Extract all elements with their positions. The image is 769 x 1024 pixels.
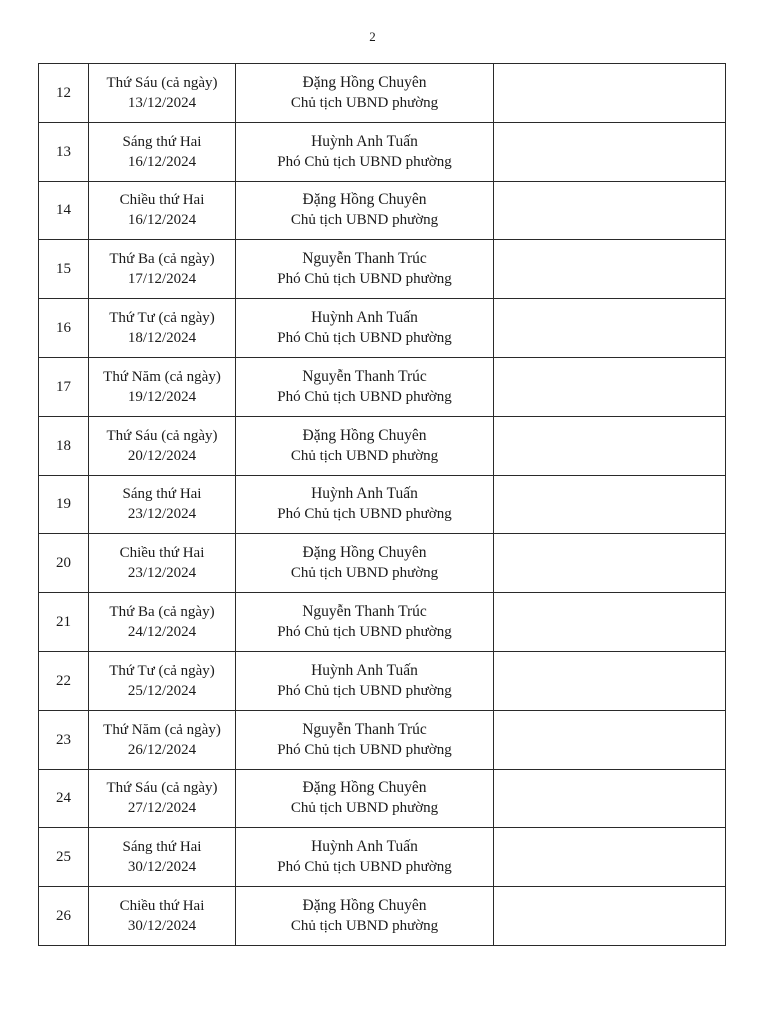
time-cell (89, 887, 236, 946)
duty-date: 19/12/2024 (127, 388, 197, 405)
person-cell (236, 887, 494, 946)
row-number: 19 (39, 475, 89, 534)
person-title: Phó Chủ tịch UBND phường (277, 624, 452, 641)
person-name: Nguyễn Thanh Trúc (302, 720, 427, 738)
note-cell (494, 122, 726, 181)
person-cell (236, 651, 494, 710)
duty-date: 30/12/2024 (127, 859, 197, 876)
person-name: Nguyễn Thanh Trúc (302, 367, 427, 385)
note-cell (494, 64, 726, 123)
time-cell (89, 357, 236, 416)
time-cell (89, 240, 236, 299)
row-number: 14 (39, 181, 89, 240)
person-title: Chủ tịch UBND phường (290, 447, 439, 464)
person-name: Đặng Hồng Chuyên (302, 544, 427, 562)
person-name: Đặng Hồng Chuyên (302, 426, 427, 444)
note-cell (494, 593, 726, 652)
person-cell (236, 181, 494, 240)
person-cell (236, 416, 494, 475)
duty-day: Thứ Ba (cả ngày) (109, 604, 215, 621)
duty-date: 23/12/2024 (127, 506, 197, 523)
duty-day: Thứ Tư (cả ngày) (109, 310, 215, 327)
duty-day: Thứ Năm (cả ngày) (103, 368, 221, 385)
person-name: Huỳnh Anh Tuấn (311, 838, 418, 856)
row-number: 26 (39, 887, 89, 946)
duty-day: Thứ Năm (cả ngày) (103, 721, 221, 738)
duty-day: Thứ Ba (cả ngày) (109, 251, 215, 268)
row-number: 18 (39, 416, 89, 475)
duty-day: Thứ Sáu (cả ngày) (106, 427, 218, 444)
table-row (39, 299, 726, 358)
duty-date: 24/12/2024 (127, 624, 197, 641)
person-cell (236, 64, 494, 123)
table-row (39, 122, 726, 181)
person-cell (236, 475, 494, 534)
duty-date: 25/12/2024 (127, 682, 197, 699)
time-cell (89, 64, 236, 123)
person-name: Đặng Hồng Chuyên (302, 779, 427, 797)
note-cell (494, 416, 726, 475)
table-row (39, 534, 726, 593)
person-cell (236, 299, 494, 358)
row-number: 24 (39, 769, 89, 828)
person-cell (236, 828, 494, 887)
row-number: 21 (39, 593, 89, 652)
person-title: Chủ tịch UBND phường (290, 212, 439, 229)
person-title: Phó Chủ tịch UBND phường (277, 682, 452, 699)
duty-date: 23/12/2024 (127, 565, 197, 582)
duty-day: Chiều thứ Hai (119, 192, 205, 209)
row-number: 25 (39, 828, 89, 887)
duty-date: 27/12/2024 (127, 800, 197, 817)
person-name: Huỳnh Anh Tuấn (311, 309, 418, 327)
note-cell (494, 769, 726, 828)
note-cell (494, 710, 726, 769)
note-cell (494, 887, 726, 946)
table-row (39, 887, 726, 946)
row-number: 22 (39, 651, 89, 710)
table-row (39, 593, 726, 652)
person-cell (236, 357, 494, 416)
time-cell (89, 769, 236, 828)
duty-date: 16/12/2024 (127, 212, 197, 229)
person-title: Phó Chủ tịch UBND phường (277, 271, 452, 288)
duty-date: 16/12/2024 (127, 153, 197, 170)
person-cell (236, 240, 494, 299)
row-number: 13 (39, 122, 89, 181)
note-cell (494, 475, 726, 534)
note-cell (494, 651, 726, 710)
time-cell (89, 534, 236, 593)
time-cell (89, 593, 236, 652)
duty-day: Thứ Sáu (cả ngày) (106, 780, 218, 797)
table-row (39, 357, 726, 416)
table-row (39, 651, 726, 710)
time-cell (89, 416, 236, 475)
row-number: 16 (39, 299, 89, 358)
row-number: 17 (39, 357, 89, 416)
person-name: Huỳnh Anh Tuấn (311, 485, 418, 503)
person-name: Nguyễn Thanh Trúc (302, 250, 427, 268)
person-title: Chủ tịch UBND phường (290, 800, 439, 817)
page-number: 2 (369, 29, 376, 44)
row-number: 23 (39, 710, 89, 769)
person-name: Đặng Hồng Chuyên (302, 73, 427, 91)
person-cell (236, 122, 494, 181)
table-row (39, 181, 726, 240)
row-number: 15 (39, 240, 89, 299)
duty-date: 26/12/2024 (127, 741, 197, 758)
table-row (39, 828, 726, 887)
person-title: Phó Chủ tịch UBND phường (277, 388, 452, 405)
duty-date: 18/12/2024 (127, 330, 197, 347)
table-row (39, 710, 726, 769)
person-title: Chủ tịch UBND phường (290, 565, 439, 582)
person-name: Đặng Hồng Chuyên (302, 897, 427, 915)
table-row (39, 475, 726, 534)
person-title: Phó Chủ tịch UBND phường (277, 506, 452, 523)
note-cell (494, 181, 726, 240)
duty-day: Thứ Sáu (cả ngày) (106, 74, 218, 91)
table-row (39, 64, 726, 123)
person-title: Chủ tịch UBND phường (290, 94, 439, 111)
time-cell (89, 651, 236, 710)
duty-date: 17/12/2024 (127, 271, 197, 288)
time-cell (89, 475, 236, 534)
duty-day: Sáng thứ Hai (122, 839, 202, 856)
duty-day: Chiều thứ Hai (119, 898, 205, 915)
person-name: Nguyễn Thanh Trúc (302, 603, 427, 621)
note-cell (494, 240, 726, 299)
person-title: Phó Chủ tịch UBND phường (277, 859, 452, 876)
time-cell (89, 828, 236, 887)
person-title: Phó Chủ tịch UBND phường (277, 741, 452, 758)
person-cell (236, 534, 494, 593)
person-name: Huỳnh Anh Tuấn (311, 661, 418, 679)
duty-day: Thứ Tư (cả ngày) (109, 662, 215, 679)
table-row (39, 240, 726, 299)
duty-schedule-table (38, 63, 726, 946)
duty-day: Chiều thứ Hai (119, 545, 205, 562)
time-cell (89, 710, 236, 769)
person-title: Chủ tịch UBND phường (290, 918, 439, 935)
person-cell (236, 710, 494, 769)
note-cell (494, 299, 726, 358)
person-name: Đặng Hồng Chuyên (302, 191, 427, 209)
table-row (39, 769, 726, 828)
duty-date: 13/12/2024 (127, 94, 197, 111)
person-title: Phó Chủ tịch UBND phường (277, 330, 452, 347)
person-cell (236, 769, 494, 828)
time-cell (89, 181, 236, 240)
person-title: Phó Chủ tịch UBND phường (277, 153, 452, 170)
duty-date: 20/12/2024 (127, 447, 197, 464)
time-cell (89, 299, 236, 358)
row-number: 20 (39, 534, 89, 593)
note-cell (494, 534, 726, 593)
schedule-body (39, 64, 726, 946)
person-cell (236, 593, 494, 652)
row-number: 12 (39, 64, 89, 123)
duty-day: Sáng thứ Hai (122, 486, 202, 503)
time-cell (89, 122, 236, 181)
table-row (39, 416, 726, 475)
duty-day: Sáng thứ Hai (122, 133, 202, 150)
person-name: Huỳnh Anh Tuấn (311, 132, 418, 150)
note-cell (494, 357, 726, 416)
note-cell (494, 828, 726, 887)
duty-date: 30/12/2024 (127, 918, 197, 935)
